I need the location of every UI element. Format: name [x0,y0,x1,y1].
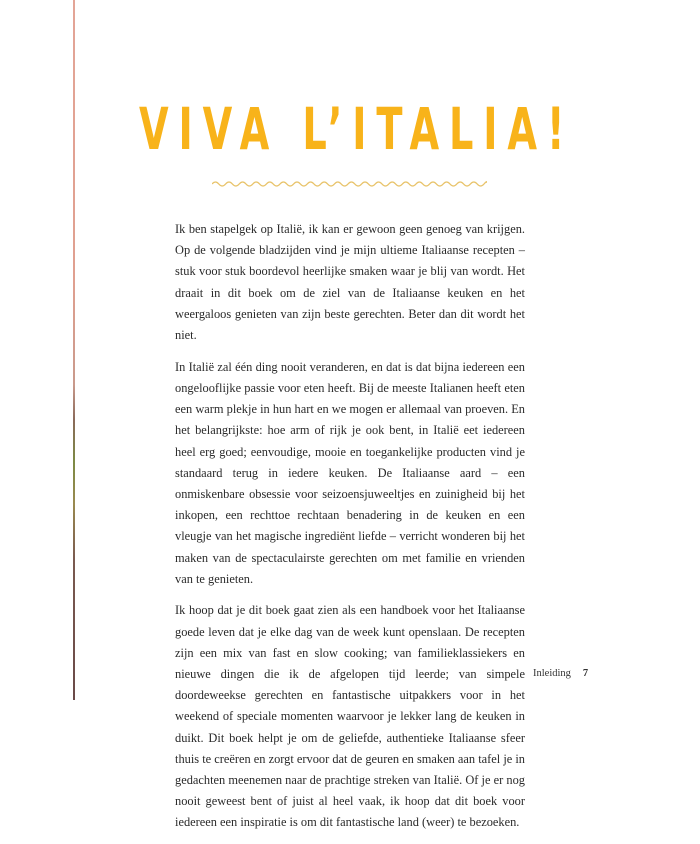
paragraph-3: Ik hoop dat je dit boek gaat zien als een handboek voor het Italiaanse goede leven dat je elke dag van de week kunt openslaan. De recepten zijn een mix van fast en slow cooking; van familieklassiekers en nieuwe dingen die ik de afgelopen tijd leerde; van simpele doordeweekse gerechten en fantastische uitpakkers voor in het weekend of speciale momenten waarvoor je lekker lang de keuken in duikt. Dit boek helpt je om de geliefde, authentieke Italiaanse sfeer thuis te creëren en zorgt ervoor dat de geuren en smaken aan tafel je in gedachten meenemen naar de prachtige streken van Italië. Of je er nog nooit geweest bent of juist al heel vaak, ik hoop dat dit boek voor iedereen een inspiratie is om dit fantastische land (weer) te bezoeken. [175,603,525,830]
page-title: VIVA L’ITALIA! [138,95,575,163]
paragraph-2: In Italië zal één ding nooit veranderen, en dat is dat bijna iedereen een ongelooflijke passie voor eten heeft. Bij de meeste Italianen heeft eten een warm plekje in hun hart en we mogen er allemaal van proeven. En het belangrijkste: hoe arm of rijk je ook bent, in Italië eet iedereen heel erg goed; eenvoudige, mooie en toegankelijke producten vind je standaard terug in iedere keuken. De Italiaanse aard – een onmiskenbare obsessie voor seizoensjuweeltjes en zuinigheid bij het inkopen, een rechttoe rechtaan benadering in de keuken en een vleugje van het magische ingrediënt liefde – verricht wonderen bij het maken van de spectaculairste gerechten om met familie en vrienden van te genieten. [175,359,525,586]
page-edge-line [73,0,75,700]
body-text [175,219,525,844]
page-footer [533,668,588,679]
page-number: 7 [582,668,589,679]
footer-section-label: Inleiding [533,668,571,679]
wavy-divider-icon [212,179,487,189]
paragraph-1: Ik ben stapelgek op Italië, ik kan er gewoon geen genoeg van krijgen. Op de volgende bladzijden vind je mijn ultieme Italiaanse recepten – stuk voor stuk boordevol heerlijke smaken waar je blij van wordt. Het draait in dit boek om de ziel van de Italiaanse keuken en het weergaloos genieten van zijn beste gerechten. Beter dan dit wordt het niet. [175,222,525,343]
